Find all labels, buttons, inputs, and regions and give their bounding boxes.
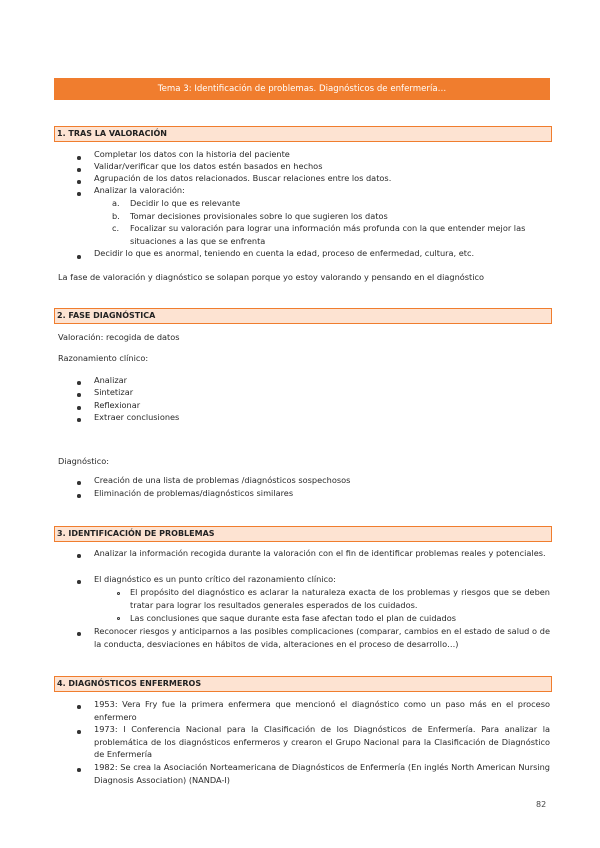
bullet-dot (77, 418, 81, 422)
sub-item-letter: b. (112, 211, 120, 221)
sub-list-item: Decidir lo que es relevante (130, 198, 241, 208)
paragraph: Valoración: recogida de datos (58, 332, 180, 342)
list-item: Extraer conclusiones (94, 412, 180, 422)
list-item: Analizar (94, 375, 128, 385)
list-item: Validar/verificar que los datos estén basados en hechos (94, 161, 323, 171)
list-item: Reconocer riesgos y anticiparnos a las posibles complicaciones (comparar, cambios en el estado de salud o de la conducta, desviaciones en hábitos de vida, alteraciones en el proceso de desarrollo…) (94, 626, 550, 649)
bullet-dot (77, 768, 81, 772)
bullet-dot (77, 168, 81, 172)
list-item: Sintetizar (94, 387, 134, 397)
bullet-dot (77, 494, 81, 498)
list-item: El diagnóstico es un punto crítico del razonamiento clínico: (94, 574, 336, 584)
bullet-dot (77, 381, 81, 385)
sub-bullet-circle (117, 617, 120, 620)
section-heading-diagnosticos-enfermeros: 4. DIAGNÓSTICOS ENFERMEROS (54, 676, 552, 692)
sub-list-item: Tomar decisiones provisionales sobre lo que sugieren los datos (130, 211, 388, 221)
paragraph: La fase de valoración y diagnóstico se solapan porque yo estoy valorando y pensando en el diagnóstico (58, 272, 485, 282)
list-item: Analizar la información recogida durante la valoración con el fin de identificar problemas reales y potenciales. (94, 548, 546, 558)
bullet-dot (77, 156, 81, 160)
list-item: Eliminación de problemas/diagnósticos similares (94, 488, 294, 498)
bullet-dot (77, 705, 81, 709)
sub-list-item: El propósito del diagnóstico es aclarar la naturaleza exacta de los problemas y riesgos que se deben tratar para lograr los resultados generales esperados de los cuidados. (130, 587, 550, 610)
bullet-dot (77, 730, 81, 734)
bullet-dot (77, 632, 81, 636)
chapter-banner: Tema 3: Identificación de problemas. Diagnósticos de enfermería… (54, 78, 550, 100)
bullet-dot (77, 554, 81, 558)
bullet-dot (77, 192, 81, 196)
bullet-dot (77, 393, 81, 397)
section-heading-fase-diagnostica: 2. FASE DIAGNÓSTICA (54, 308, 552, 324)
bullet-dot (77, 481, 81, 485)
sub-item-letter: c. (112, 223, 120, 233)
sub-list-item: Focalizar su valoración para lograr una información más profunda con la que entender mejor las situaciones a las que se enfrenta (130, 223, 526, 246)
sub-item-letter: a. (112, 198, 120, 208)
section-heading-tras-la-valoracion: 1. TRAS LA VALORACIÓN (54, 126, 552, 142)
list-item: Decidir lo que es anormal, teniendo en cuenta la edad, proceso de enfermedad, cultura, etc. (94, 248, 475, 258)
bullet-dot (77, 406, 81, 410)
list-item: Creación de una lista de problemas /diagnósticos sospechosos (94, 475, 351, 485)
bullet-dot (77, 180, 81, 184)
sub-bullet-circle (117, 592, 120, 595)
list-item: 1973: I Conferencia Nacional para la Clasificación de los Diagnósticos de Enfermería. Para analizar la problemática de los diagnósticos enfermeros y crearon el Grupo Nacional para la Clasificación de Diagnóstico de Enfermería (94, 724, 550, 759)
list-item: 1953: Vera Fry fue la primera enfermera que mencionó el diagnóstico como un paso más en el proceso enfermero (94, 699, 550, 722)
bullet-dot (77, 580, 81, 584)
list-item: Analizar la valoración: (94, 185, 185, 195)
list-item: Reflexionar (94, 400, 141, 410)
list-item: Completar los datos con la historia del paciente (94, 149, 290, 159)
list-item: Agrupación de los datos relacionados. Buscar relaciones entre los datos. (94, 173, 392, 183)
section-heading-identificacion-de-problemas: 3. IDENTIFICACIÓN DE PROBLEMAS (54, 526, 552, 542)
paragraph: Razonamiento clínico: (58, 353, 149, 363)
paragraph: Diagnóstico: (58, 456, 110, 466)
list-item: 1982: Se crea la Asociación Norteamericana de Diagnósticos de Enfermería (En inglés North American Nursing Diagnosis Association) (NANDA-I) (94, 762, 550, 785)
bullet-dot (77, 255, 81, 259)
sub-list-item: Las conclusiones que saque durante esta fase afectan todo el plan de cuidados (130, 613, 457, 623)
page-number: 82 (536, 800, 547, 809)
